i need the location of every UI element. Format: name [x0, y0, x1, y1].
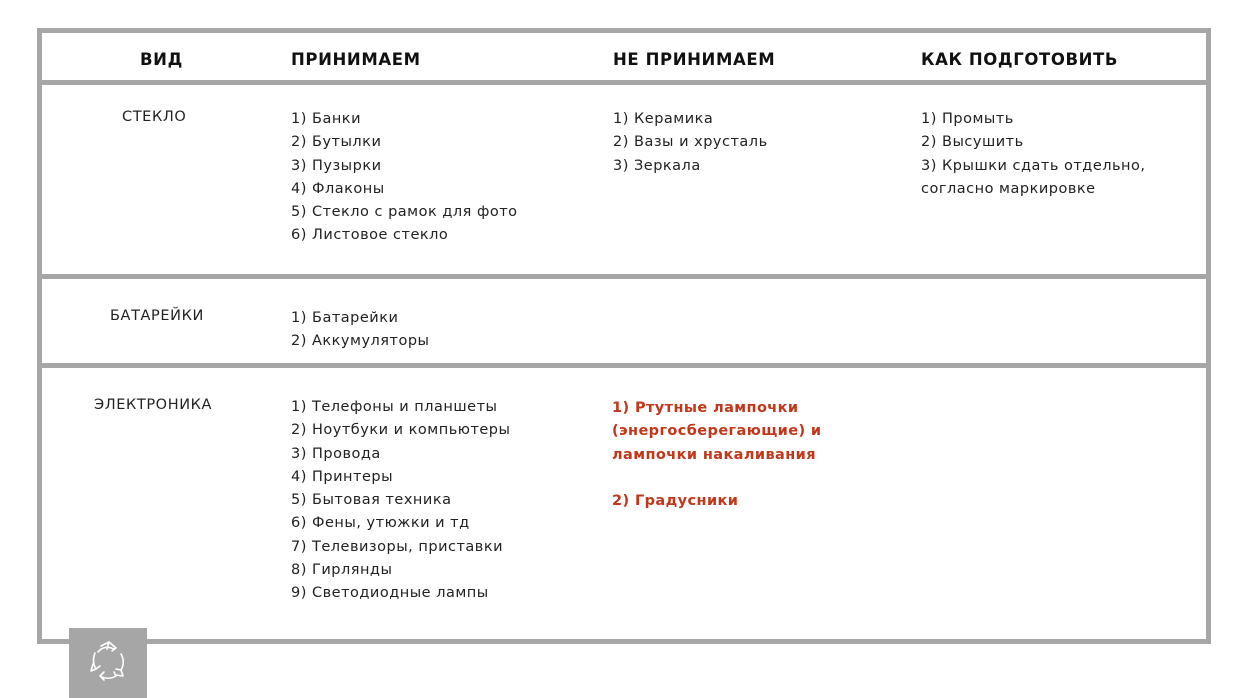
accept-list — [291, 396, 510, 606]
list-item: 8) Гирлянды — [291, 562, 393, 579]
list-item: 2) Бутылки — [291, 134, 382, 151]
list-item: 4) Принтеры — [291, 468, 394, 485]
warning-item: 2) Градусники — [612, 493, 739, 510]
logo — [69, 628, 147, 698]
recycling-table — [37, 28, 1211, 644]
list-item: 7) Телевизоры, приставки — [291, 538, 504, 555]
prepare-list — [921, 108, 1146, 201]
list-item: 6) Листовое стекло — [291, 227, 449, 244]
list-item: 6) Фены, утюжки и тд — [291, 515, 470, 532]
list-item: 9) Светодиодные лампы — [291, 585, 489, 602]
list-item: 2) Высушить — [921, 134, 1024, 151]
table-row-batteries — [42, 284, 1206, 368]
list-item: 3) Пузырки — [291, 157, 382, 174]
table-row-electronics — [42, 373, 1206, 639]
accept-list — [291, 307, 430, 354]
header-reject: НЕ ПРИНИМАЕМ — [613, 50, 776, 69]
list-item: 5) Бытовая техника — [291, 492, 452, 509]
type-label: ЭЛЕКТРОНИКА — [94, 397, 213, 413]
recycle-icon — [85, 638, 131, 688]
table-row-glass — [42, 85, 1206, 279]
list-item: 3) Крышки сдать отдельно, — [921, 157, 1146, 174]
list-item: 1) Керамика — [613, 111, 714, 127]
reject-warning — [612, 397, 872, 537]
type-label: СТЕКЛО — [122, 109, 187, 125]
table-header — [42, 33, 1206, 85]
list-item: 1) Телефоны и планшеты — [291, 399, 498, 415]
list-item: 3) Провода — [291, 445, 381, 462]
accept-list — [291, 108, 518, 248]
reject-list — [613, 108, 768, 178]
header-prepare: КАК ПОДГОТОВИТЬ — [921, 50, 1119, 69]
list-item: 1) Банки — [291, 111, 361, 127]
list-item: 1) Промыть — [921, 111, 1014, 127]
type-label: БАТАРЕЙКИ — [110, 308, 204, 324]
list-item: согласно маркировке — [921, 180, 1096, 197]
warning-item: 1) Ртутные лампочки (энергосберегающие) и лампочки накаливания — [612, 400, 822, 463]
list-item: 2) Аккумуляторы — [291, 333, 430, 350]
list-item: 1) Батарейки — [291, 310, 399, 326]
list-item: 4) Флаконы — [291, 180, 385, 197]
list-item: 2) Ноутбуки и компьютеры — [291, 422, 511, 439]
list-item: 3) Зеркала — [613, 157, 701, 174]
list-item: 5) Стекло с рамок для фото — [291, 204, 518, 221]
list-item: 2) Вазы и хрусталь — [613, 134, 768, 151]
header-type: ВИД — [140, 50, 183, 69]
header-accept: ПРИНИМАЕМ — [291, 50, 421, 69]
